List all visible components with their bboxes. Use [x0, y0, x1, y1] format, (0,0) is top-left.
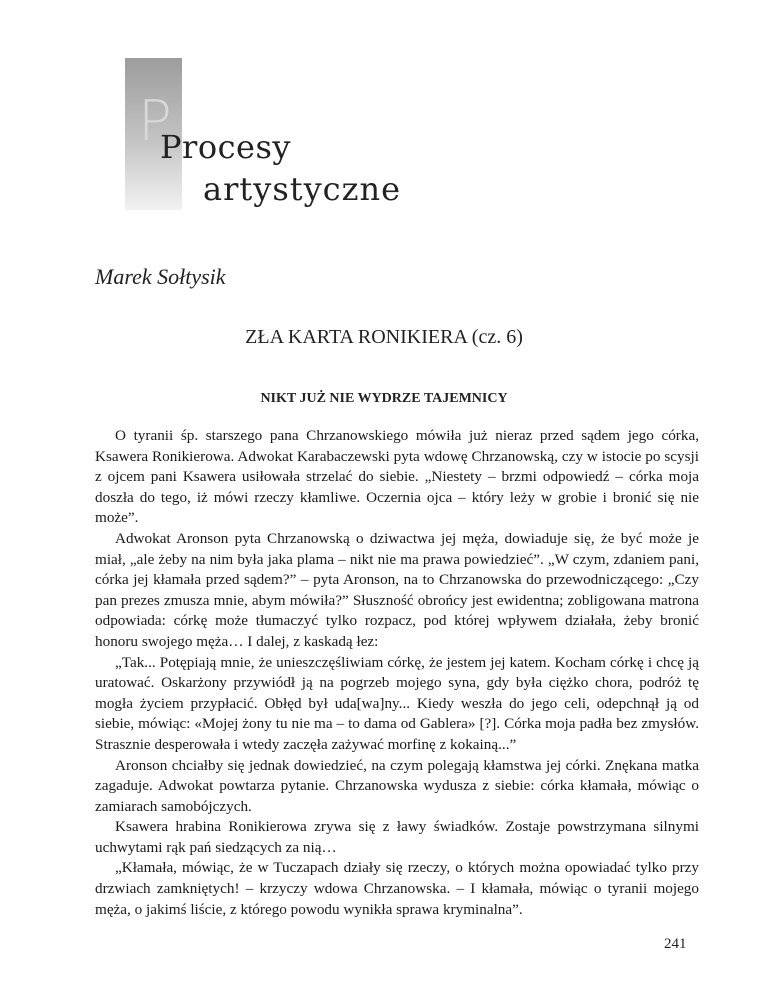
article-body — [95, 426, 699, 920]
paragraph: „Kłamała, mówiąc, że w Tuczapach działy się rzeczy, o których można opowiadać tylko przy drzwiach zamkniętych! – krzyczy wdowa Chrzanowska. – I kłamała, mówiąc o tyranii mojego męża, o jakimś liście, z którego powodu wynikła sprawa kryminalna”. — [95, 859, 699, 918]
article-title: ZŁA KARTA RONIKIERA (cz. 6) — [245, 326, 523, 348]
paragraph: „Tak... Potępiają mnie, że unieszczęśliwiam córkę, że jestem jej katem. Kocham córkę i chcę ją uratować. Oskarżony przywiódł ją na pogrzeb mojego syna, gdy była ciężko chora, podróż tę mogła życiem przypłacić. Obłęd był uda[wa]ny... Kiedy weszła do jego celi, odepchnął ją od siebie, mówiąc: «Mojej żony tu nie ma – to dama od Gablera» [?]. Córka moja padła bez zmysłów. Strasznie desperowała i wtedy zaczęła zażywać morfinę z kokainą...” — [95, 653, 699, 753]
paragraph: O tyranii śp. starszego pana Chrzanowskiego mówiła już nieraz przed sądem jego córka, Ksawera Ronikierowa. Adwokat Karabaczewski pyta wdowę Chrzanowską, czy w istocie po scysji z ojcem pani Ksawera usiłowała strzelać do siebie. „Niestety – brzmi odpowiedź – córka moja doszła do tego, iż mówi rzeczy kłamliwe. Oczernia ojca – który leży w grobie i bronić się nie może”. — [95, 427, 699, 527]
article-subtitle: NIKT JUŻ NIE WYDRZE TAJEMNICY — [260, 391, 508, 406]
paragraph: Ksawera hrabina Ronikierowa zrywa się z ławy świadków. Zostaje powstrzymana silnymi uchwytami rąk pań siedzących za nią… — [95, 818, 699, 856]
section-title-line1: Procesy — [160, 128, 291, 166]
paragraph: Adwokat Aronson pyta Chrzanowską o dziwactwa jej męża, dowiaduje się, że być może je miał, „ale żeby na nim była jaka plama – nikt nie ma prawa powiedzieć”. „W czym, zdaniem pani, córka jej kłamała przed sądem?” – pyta Aronson, na to Chrzanowska do przewodniczącego: „Czy pan prezes zmusza mnie, abym mówiła?” Słuszność obrońcy jest ewidentna; zobligowana matrona odpowiada: córkę może tłumaczyć tylko rozpacz, pod której wpływem działała, żeby bronić honoru swojego męża… I dalej, z kaskadą łez: — [95, 529, 699, 650]
paragraph: Aronson chciałby się jednak dowiedzieć, na czym polegają kłamstwa jej córki. Znękana matka zagaduje. Adwokat powtarza pytanie. Chrzanowska wydusza z siebie: córka kłamała, mówiąc o zamiarach samobójczych. — [95, 756, 699, 815]
section-title-line2: artystyczne — [203, 170, 401, 208]
page-number: 241 — [664, 936, 687, 952]
section-drop-letter: P — [138, 89, 172, 154]
article-author: Marek Sołtysik — [95, 264, 226, 289]
